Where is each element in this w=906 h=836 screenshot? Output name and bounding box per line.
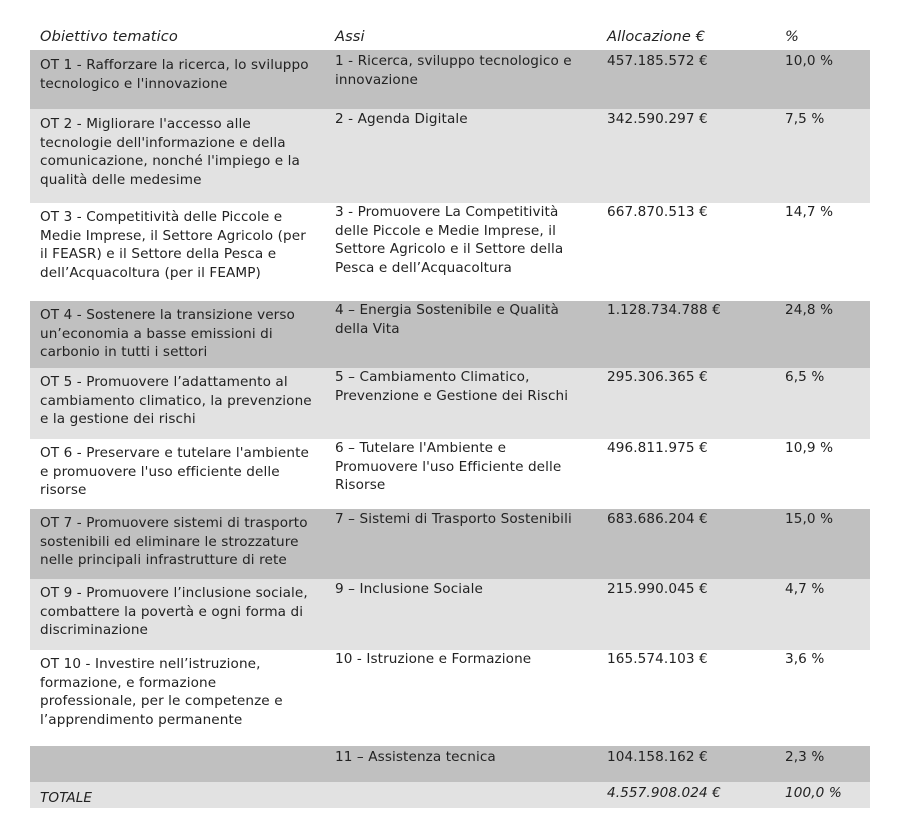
row-allocation: 683.686.204 €: [607, 511, 708, 527]
row-axis: 7 – Sistemi di Trasporto Sostenibili: [335, 511, 572, 527]
header-axis: Assi: [335, 28, 365, 45]
row-axis: 11 – Assistenza tecnica: [335, 749, 496, 765]
table-row: [30, 439, 870, 509]
row-allocation: 215.990.045 €: [607, 581, 708, 597]
row-allocation: 165.574.103 €: [607, 651, 708, 667]
row-objective: OT 2 - Migliorare l'accesso alle tecnologie dell'informazione e della comunicazione, nonché l'impiego e la qualità delle medesime: [40, 116, 300, 188]
total-percent: 100,0 %: [785, 785, 842, 801]
total-label: TOTALE: [40, 790, 93, 806]
total-allocation: 4.557.908.024 €: [607, 785, 721, 801]
row-percent: 14,7 %: [785, 204, 834, 220]
row-axis: 10 - Istruzione e Formazione: [335, 651, 532, 667]
row-allocation: 295.306.365 €: [607, 369, 708, 385]
table-row: [30, 579, 870, 650]
row-objective: OT 5 - Promuovere l’adattamento al cambiamento climatico, la prevenzione e la gestione dei rischi: [40, 374, 312, 428]
table-row: [30, 50, 870, 109]
row-axis: 4 – Energia Sostenibile e Qualità della Vita: [335, 302, 559, 337]
row-axis: 3 - Promuovere La Competitività delle Piccole e Medie Imprese, il Settore Agricolo e il Settore della Pesca e dell’Acquacoltura: [335, 204, 564, 276]
table-row: [30, 368, 870, 439]
row-axis: 9 – Inclusione Sociale: [335, 581, 483, 597]
total-row: [30, 782, 870, 808]
row-allocation: 1.128.734.788 €: [607, 302, 721, 318]
table-row: [30, 509, 870, 579]
row-allocation: 104.158.162 €: [607, 749, 708, 765]
table-row: [30, 650, 870, 746]
row-percent: 7,5 %: [785, 111, 825, 127]
row-objective: OT 10 - Investire nell’istruzione, formazione, e formazione professionale, per le competenze e l’apprendimento permanente: [40, 656, 283, 728]
table-row: [30, 203, 870, 301]
row-allocation: 667.870.513 €: [607, 204, 708, 220]
header-objective: Obiettivo tematico: [40, 28, 178, 45]
row-axis: 2 - Agenda Digitale: [335, 111, 468, 127]
row-objective: OT 7 - Promuovere sistemi di trasporto sostenibili ed eliminare le strozzature nelle principali infrastrutture di rete: [40, 515, 308, 569]
row-objective: OT 4 - Sostenere la transizione verso un’economia a basse emissioni di carbonio in tutti i settori: [40, 307, 295, 361]
row-percent: 3,6 %: [785, 651, 825, 667]
row-axis: 1 - Ricerca, sviluppo tecnologico e innovazione: [335, 53, 572, 88]
row-allocation: 342.590.297 €: [607, 111, 708, 127]
header-percent: %: [785, 28, 799, 45]
row-axis: 6 – Tutelare l'Ambiente e Promuovere l'uso Efficiente delle Risorse: [335, 440, 562, 494]
table-row: [30, 109, 870, 203]
row-percent: 24,8 %: [785, 302, 834, 318]
row-allocation: 457.185.572 €: [607, 53, 708, 69]
row-percent: 10,0 %: [785, 53, 834, 69]
row-percent: 15,0 %: [785, 511, 834, 527]
row-objective: OT 9 - Promuovere l’inclusione sociale, combattere la povertà e ogni forma di discriminazione: [40, 585, 308, 639]
row-objective: OT 1 - Rafforzare la ricerca, lo sviluppo tecnologico e l'innovazione: [40, 57, 309, 92]
row-percent: 4,7 %: [785, 581, 825, 597]
row-percent: 2,3 %: [785, 749, 825, 765]
table-row: [30, 746, 870, 782]
row-objective: OT 6 - Preservare e tutelare l'ambiente e promuovere l'uso efficiente delle risorse: [40, 445, 309, 499]
row-percent: 10,9 %: [785, 440, 834, 456]
table-row: [30, 301, 870, 368]
row-axis: 5 – Cambiamento Climatico, Prevenzione e Gestione dei Rischi: [335, 369, 569, 404]
header-allocation: Allocazione €: [607, 28, 706, 45]
row-allocation: 496.811.975 €: [607, 440, 708, 456]
allocation-table: [30, 0, 870, 808]
table-header-row: [30, 0, 870, 50]
row-percent: 6,5 %: [785, 369, 825, 385]
row-objective: OT 3 - Competitività delle Piccole e Medie Imprese, il Settore Agricolo (per il FEASR) e il Settore della Pesca e dell’Acquacoltura (per il FEAMP): [40, 209, 306, 281]
